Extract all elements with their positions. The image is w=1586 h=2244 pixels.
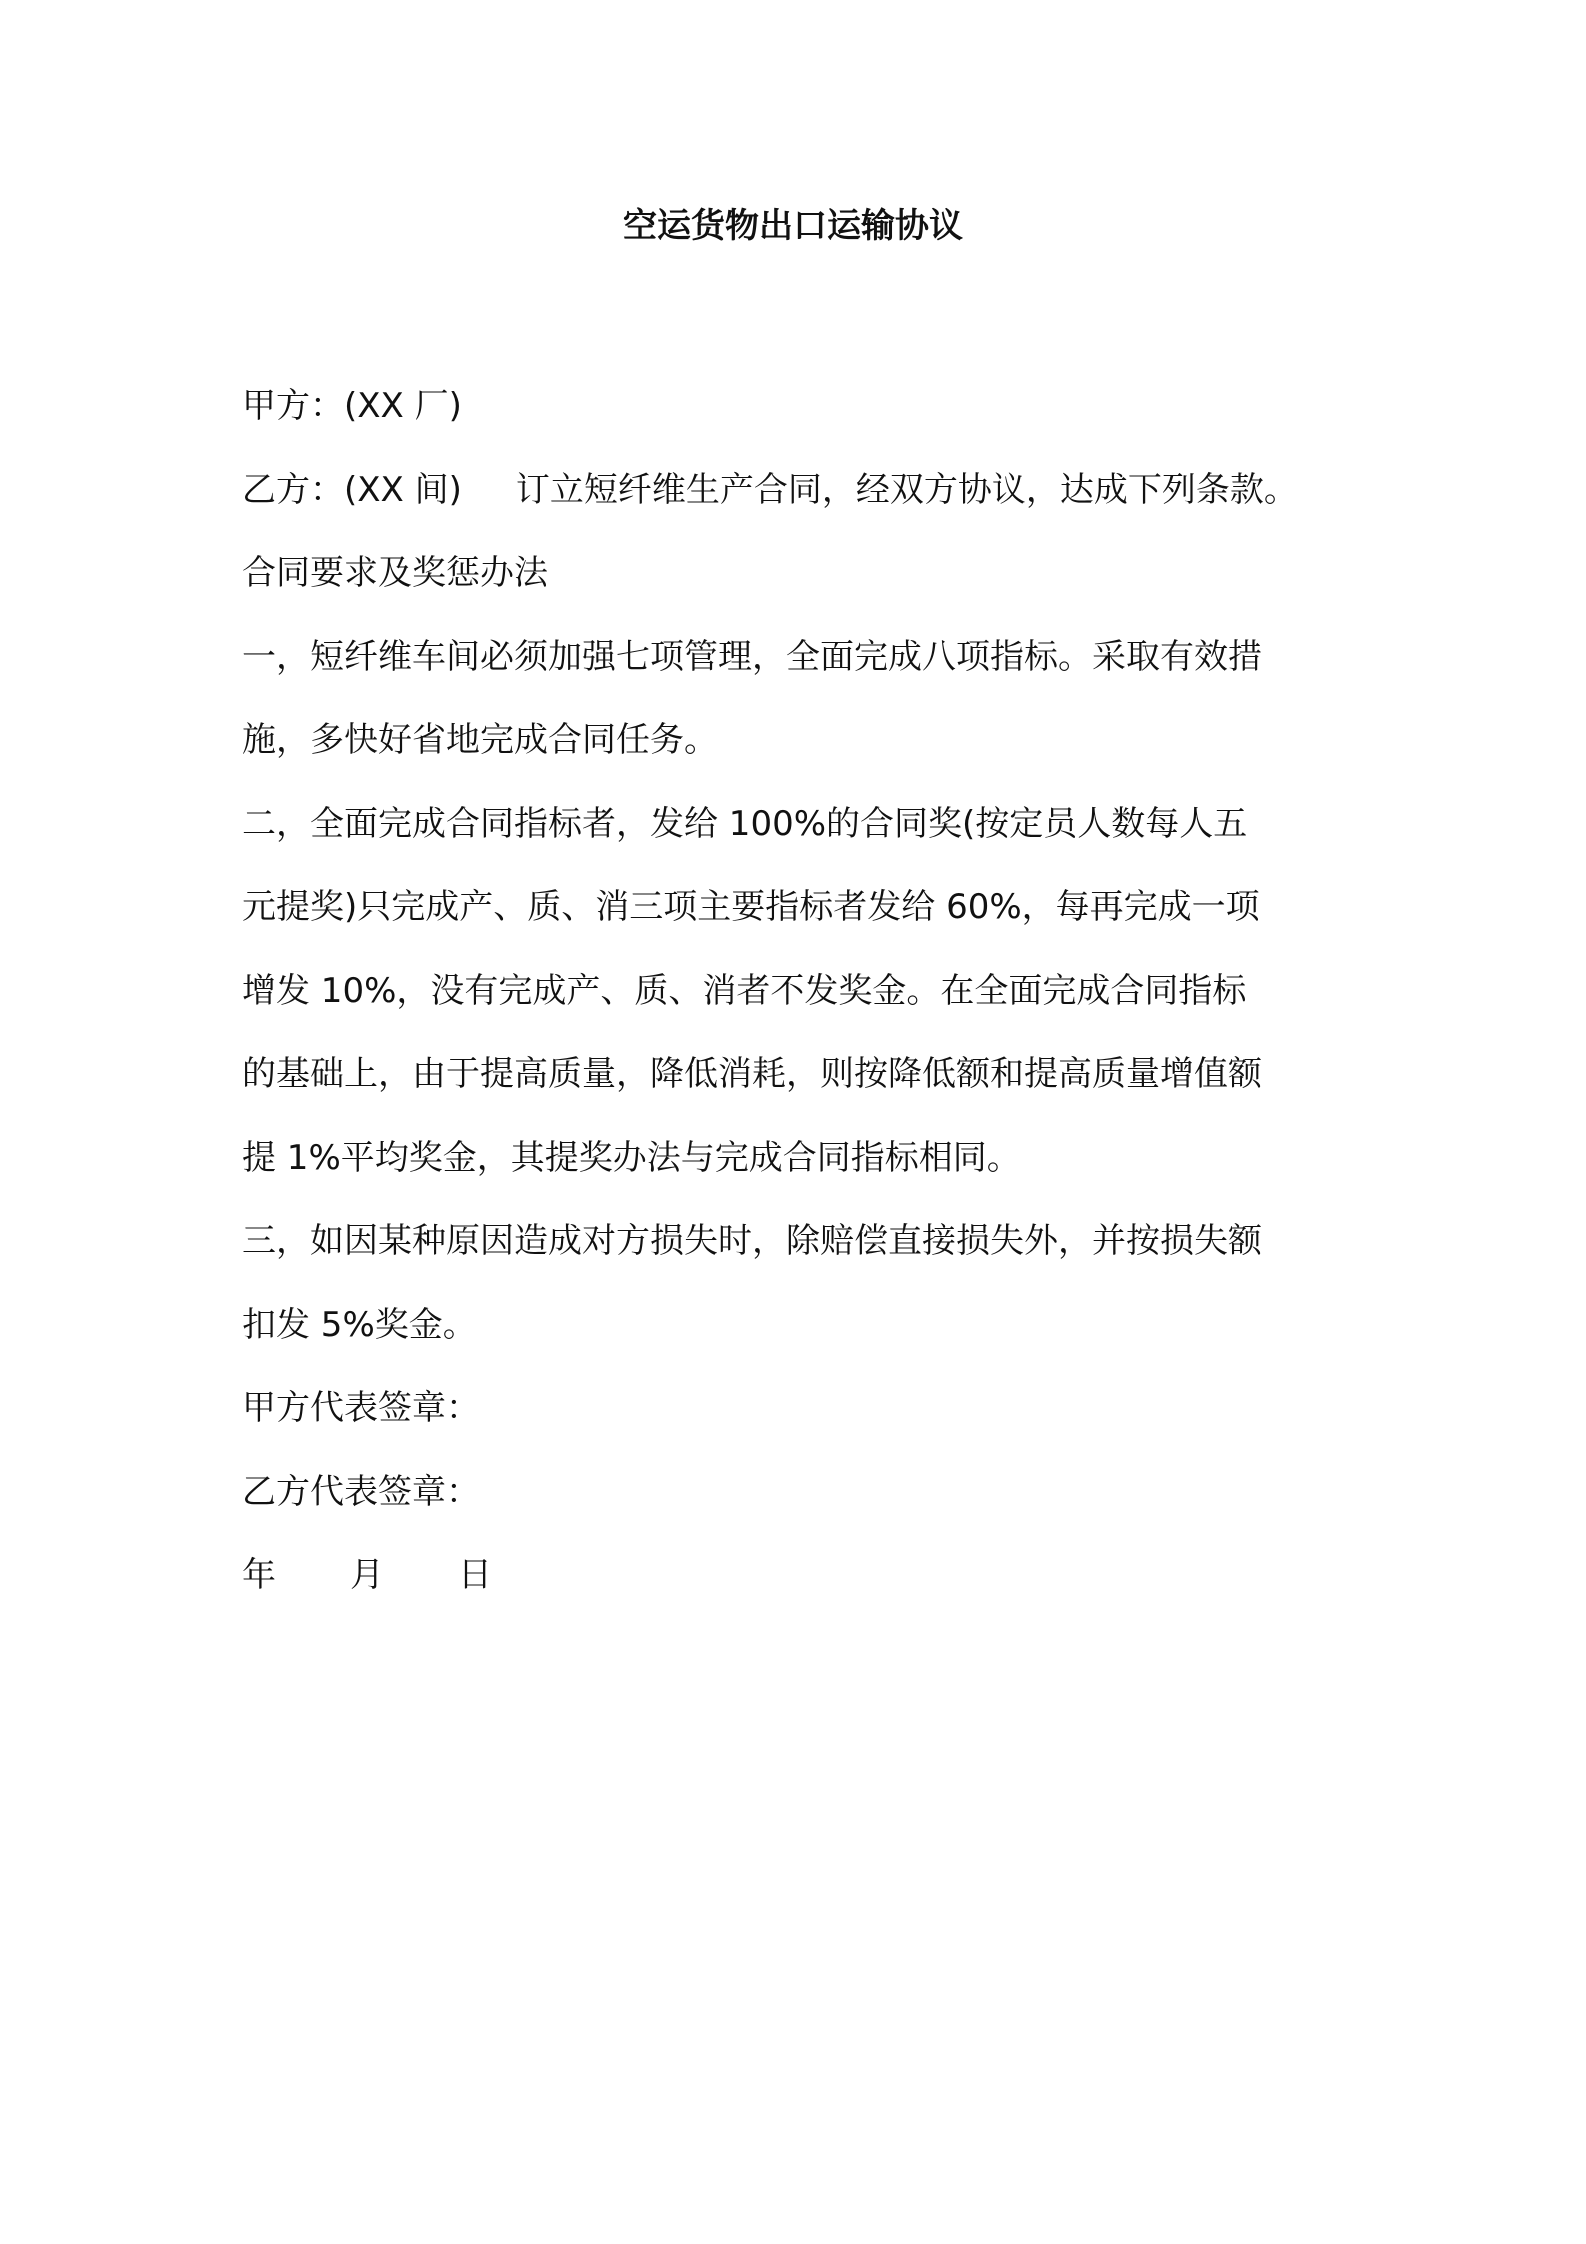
party-b-line (242, 449, 1362, 533)
document-title: 空运货物出口运输协议 (623, 206, 963, 246)
signature-party-a: 甲方代表签章： (242, 1388, 480, 1428)
intro-text: 订立短纤维生产合同，经双方协议，达成下列条款。 (515, 469, 1298, 510)
party-b: 乙方：(XX 间) (242, 469, 462, 510)
clause-2-line: 二，全面完成合同指标者，发给 100%的合同奖(按定员人数每人五 (242, 803, 1248, 844)
party-a: 甲方：(XX 厂) (242, 386, 462, 426)
clause-2-line: 增发 10%，没有完成产、质、消者不发奖金。在全面完成合同指标 (242, 970, 1247, 1011)
clause-3-line: 三，如因某种原因造成对方损失时，除赔偿直接损失外，并按损失额 (242, 1221, 1262, 1261)
clause-1-line: 施，多快好省地完成合同任务。 (242, 720, 718, 760)
section-heading: 合同要求及奖惩办法 (242, 553, 548, 593)
date-year: 年 (242, 1555, 276, 1595)
party-a-line (242, 365, 1362, 449)
document-body (242, 365, 1362, 1618)
clause-2-line: 元提奖)只完成产、质、消三项主要指标者发给 60%，每再完成一项 (242, 887, 1260, 927)
signature-party-b: 乙方代表签章： (242, 1471, 480, 1512)
clause-2-line: 的基础上，由于提高质量，降低消耗，则按降低额和提高质量增值额 (242, 1054, 1262, 1094)
clause-3-line: 扣发 5%奖金。 (242, 1304, 477, 1345)
date-day: 日 (458, 1555, 492, 1595)
date-month: 月 (350, 1555, 384, 1595)
date-line (242, 1534, 1362, 1618)
clause-2-line: 提 1%平均奖金，其提奖办法与完成合同指标相同。 (242, 1137, 1021, 1178)
clause-1-line: 一，短纤维车间必须加强七项管理，全面完成八项指标。采取有效措 (242, 636, 1262, 677)
